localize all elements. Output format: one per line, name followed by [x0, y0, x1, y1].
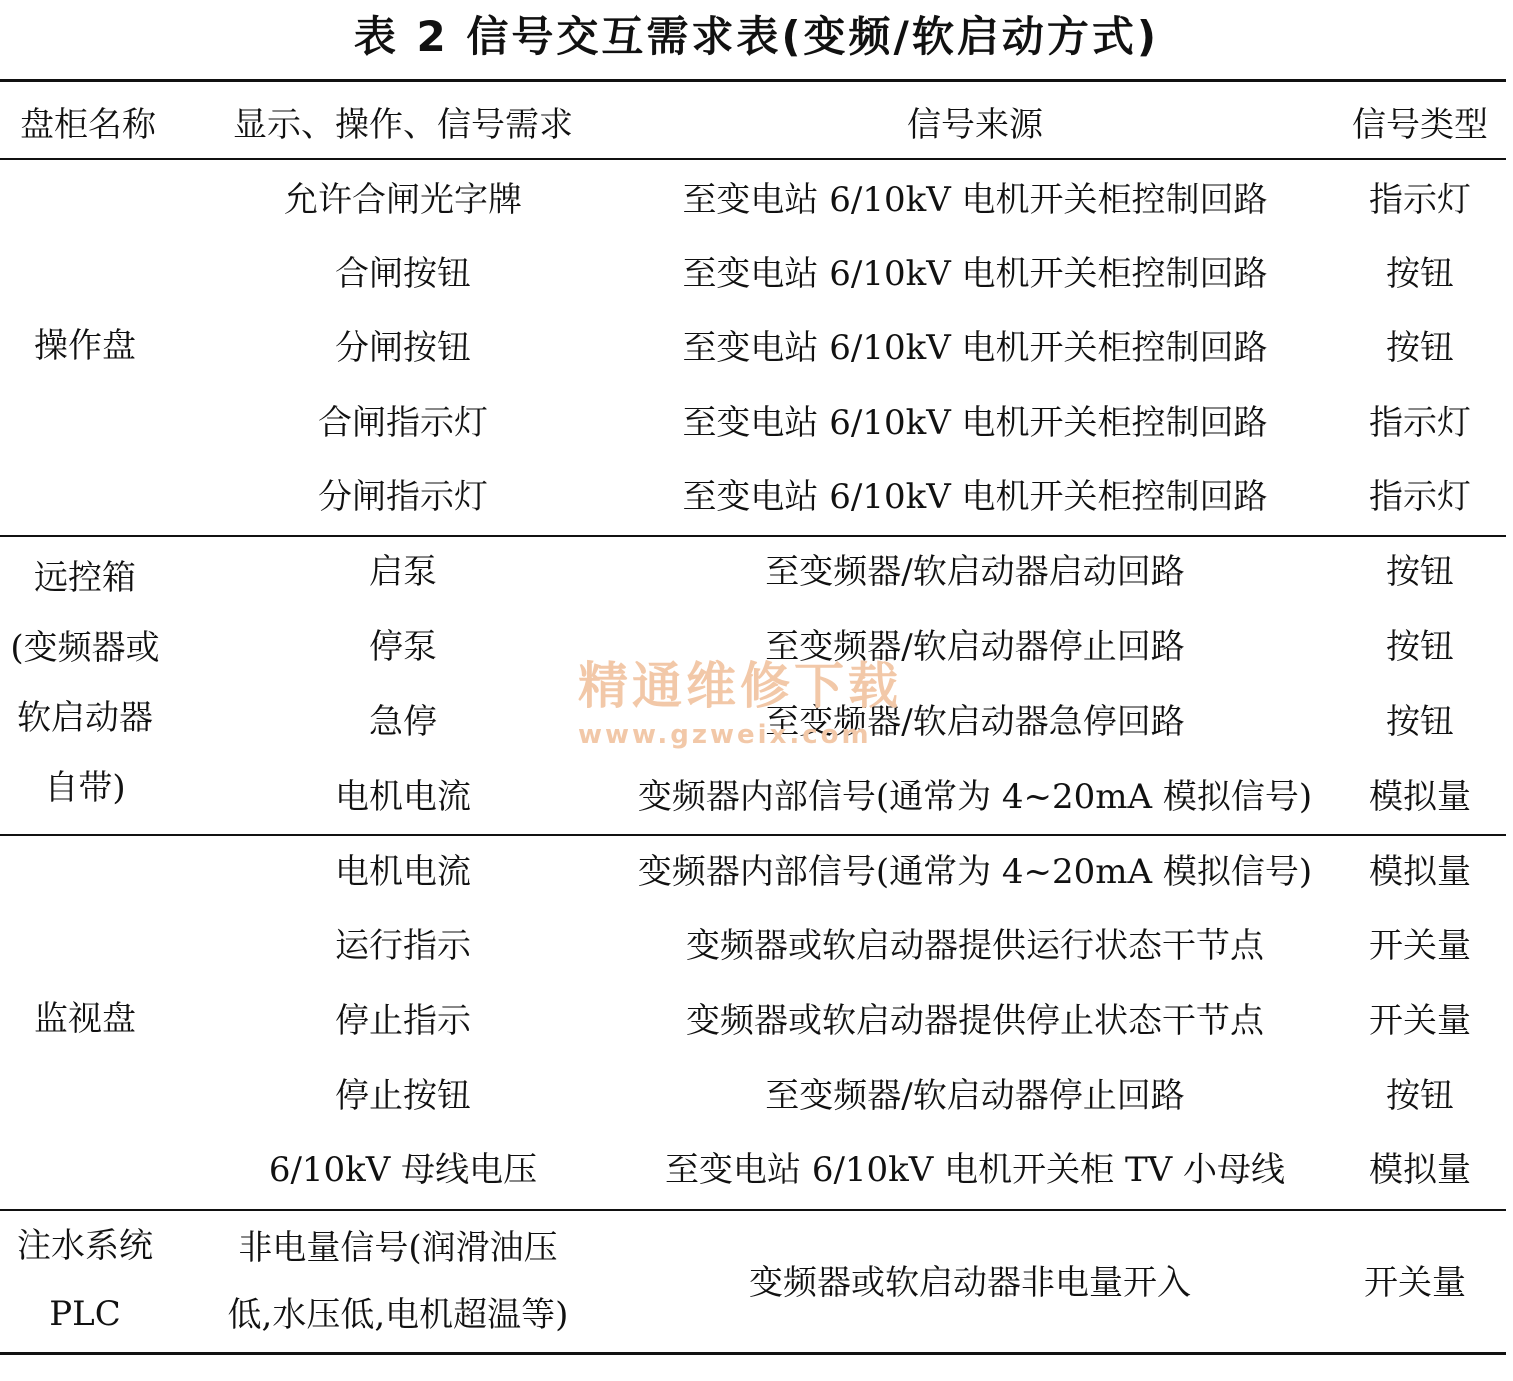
bottom-rule	[0, 1352, 1506, 1355]
row-requirement: 合闸指示灯	[318, 403, 488, 443]
row-type: 开关量	[1369, 926, 1471, 966]
header-rule	[0, 158, 1506, 160]
row-source: 至变频器/软启动器启动回路	[765, 552, 1185, 592]
row-source: 至变电站 6/10kV 电机开关柜控制回路	[682, 180, 1268, 220]
row-source: 变频器内部信号(通常为 4~20mA 模拟信号)	[637, 852, 1313, 892]
row-source: 至变电站 6/10kV 电机开关柜 TV 小母线	[665, 1150, 1285, 1190]
row-type: 按钮	[1386, 1076, 1454, 1116]
row-type: 指示灯	[1369, 180, 1471, 220]
row-type: 模拟量	[1369, 777, 1471, 817]
group-divider	[0, 535, 1506, 537]
row-source: 至变频器/软启动器停止回路	[765, 1076, 1185, 1116]
row-type: 指示灯	[1369, 477, 1471, 517]
panel-name-monitor: 监视盘	[34, 999, 136, 1039]
panel-name-remote-box: 远控箱 (变频器或 软启动器 自带)	[10, 558, 160, 808]
row-source: 至变频器/软启动器停止回路	[765, 627, 1185, 667]
row-source: 至变电站 6/10kV 电机开关柜控制回路	[682, 254, 1268, 294]
panel-name-water-plc: 注水系统 PLC	[17, 1226, 153, 1334]
header-panel: 盘柜名称	[20, 105, 156, 145]
row-requirement: 急停	[369, 702, 437, 742]
row-source: 变频器内部信号(通常为 4~20mA 模拟信号)	[637, 777, 1313, 817]
row-requirement: 分闸指示灯	[318, 477, 488, 517]
row-requirement: 电机电流	[335, 777, 471, 817]
row-type: 按钮	[1386, 702, 1454, 742]
row-type: 开关量	[1369, 1001, 1471, 1041]
group-divider	[0, 834, 1506, 836]
header-source: 信号来源	[907, 105, 1043, 145]
row-requirement: 停止指示	[335, 1001, 471, 1041]
row-type: 按钮	[1386, 552, 1454, 592]
row-source: 至变电站 6/10kV 电机开关柜控制回路	[682, 403, 1268, 443]
top-rule	[0, 79, 1506, 82]
table-title: 表 2 信号交互需求表(变频/软启动方式)	[353, 12, 1160, 61]
row-source: 至变电站 6/10kV 电机开关柜控制回路	[682, 477, 1268, 517]
row-type: 模拟量	[1369, 1150, 1471, 1190]
row-source: 变频器或软启动器提供运行状态干节点	[686, 926, 1264, 966]
row-type: 按钮	[1386, 254, 1454, 294]
row-type: 开关量	[1364, 1263, 1466, 1303]
row-source: 至变电站 6/10kV 电机开关柜控制回路	[682, 328, 1268, 368]
row-requirement: 允许合闸光字牌	[284, 180, 522, 220]
row-requirement: 启泵	[369, 552, 437, 592]
panel-name-operation: 操作盘	[34, 326, 136, 366]
row-type: 按钮	[1386, 627, 1454, 667]
row-requirement: 分闸按钮	[335, 328, 471, 368]
group-divider	[0, 1209, 1506, 1211]
row-requirement: 电机电流	[335, 852, 471, 892]
row-requirement-line: 非电量信号(润滑油压	[238, 1228, 558, 1268]
row-source: 变频器或软启动器非电量开入	[749, 1263, 1191, 1303]
header-requirement: 显示、操作、信号需求	[233, 105, 573, 145]
row-requirement: 停泵	[369, 627, 437, 667]
row-source: 至变频器/软启动器急停回路	[765, 702, 1185, 742]
row-type: 按钮	[1386, 328, 1454, 368]
row-requirement: 合闸按钮	[335, 254, 471, 294]
row-type: 模拟量	[1369, 852, 1471, 892]
row-requirement: 6/10kV 母线电压	[268, 1150, 538, 1190]
watermark: 精通维修下载 www.gzweix.com	[578, 657, 902, 750]
row-source: 变频器或软启动器提供停止状态干节点	[686, 1001, 1264, 1041]
header-type: 信号类型	[1352, 105, 1488, 145]
row-requirement-line: 低,水压低,电机超温等)	[227, 1295, 569, 1335]
row-type: 指示灯	[1369, 403, 1471, 443]
row-requirement: 停止按钮	[335, 1076, 471, 1116]
row-requirement: 运行指示	[335, 926, 471, 966]
